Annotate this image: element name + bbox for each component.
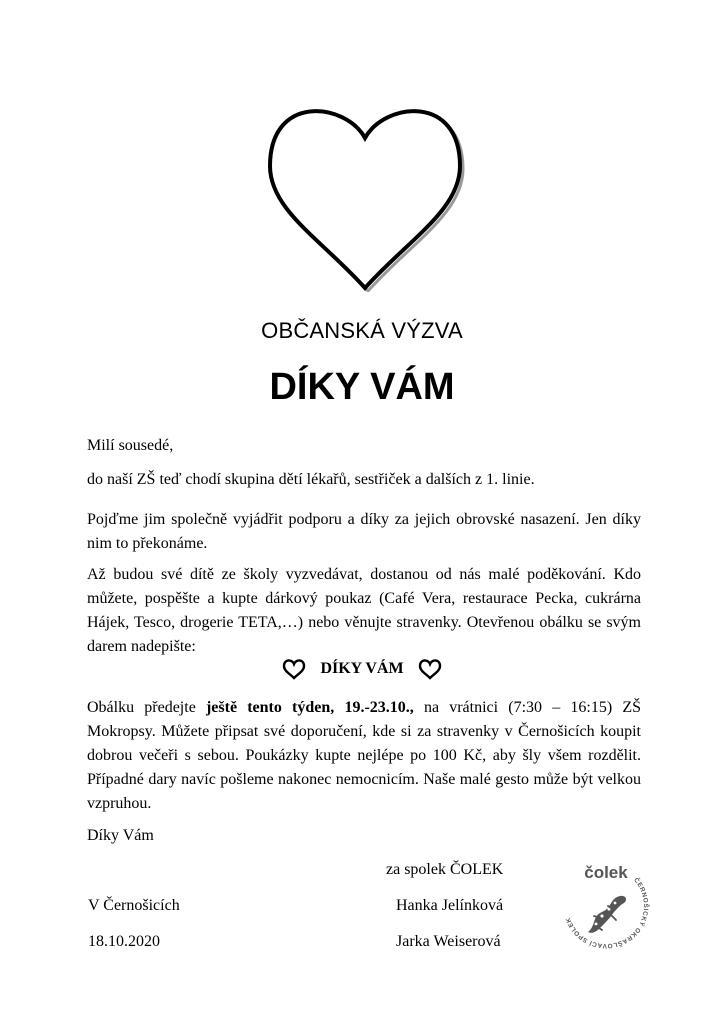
page-title: DÍKY VÁM (269, 366, 455, 408)
signature-name-1: Hanka Jelínková (396, 897, 504, 914)
signature-club: za spolek ČOLEK (386, 861, 504, 878)
place: V Černošicích (88, 897, 180, 914)
paragraph-4-rest: na vrátnici (7:30 – 16:15) ZŠ Mokropsy. Můžete připsat své doporučení, kde si za stravenky v Černošicích koupit dobrou večeři s sebou. Poukázky kupte nejlépe po 100 Kč, aby šly všem rozdělit. Případné dary navíc pošleme nakonec nemocnicím. Naše malé gesto může být velkou vzpruhou. (87, 699, 641, 812)
paragraph-4 (87, 696, 641, 816)
signature-name-2: Jarka Weiserová (396, 933, 501, 950)
heart-outline-icon (262, 100, 468, 292)
heart-right-icon (418, 658, 442, 680)
salamander-icon (588, 896, 626, 933)
paragraph-2: Pojďme jim společně vyjádřit podporu a díky za jejich obrovské nasazení. Jen díky nim to překonáme. (87, 511, 641, 552)
svg-text:ČERNOŠICKÝ OKRAŠLOVACÍ SPOLEK: ČERNOŠICKÝ OKRAŠLOVACÍ SPOLEK (564, 876, 650, 950)
paragraph-1: do naší ZŠ teď chodí skupina dětí lékařů, sestřiček a dalších z 1. linie. (87, 471, 535, 488)
greeting: Milí sousedé, (87, 437, 174, 454)
colek-logo (556, 856, 656, 956)
envelope-label: DÍKY VÁM (320, 660, 404, 677)
date: 18.10.2020 (88, 933, 160, 950)
page-kicker: OBČANSKÁ VÝZVA (261, 318, 463, 343)
heart-left-icon (282, 658, 306, 680)
envelope-label-line (0, 658, 724, 680)
svg-text:čolek: čolek (584, 863, 628, 882)
paragraph-3: Až budou své dítě ze školy vyzvedávat, dostanou od nás malé poděkování. Kdo můžete, pospěšte a kupte dárkový poukaz (Café Vera, restaurace Pecka, cukrárna Hájek, Tesco, drogerie TETA,…) nebo věnujte stravenky. Otevřenou obálku se svým darem nadepište: (87, 566, 641, 655)
closing: Díky Vám (87, 827, 154, 844)
paragraph-4-start: Obálku předejte (87, 699, 206, 716)
paragraph-4-emphasis: ještě tento týden, 19.-23.10., (205, 699, 414, 716)
